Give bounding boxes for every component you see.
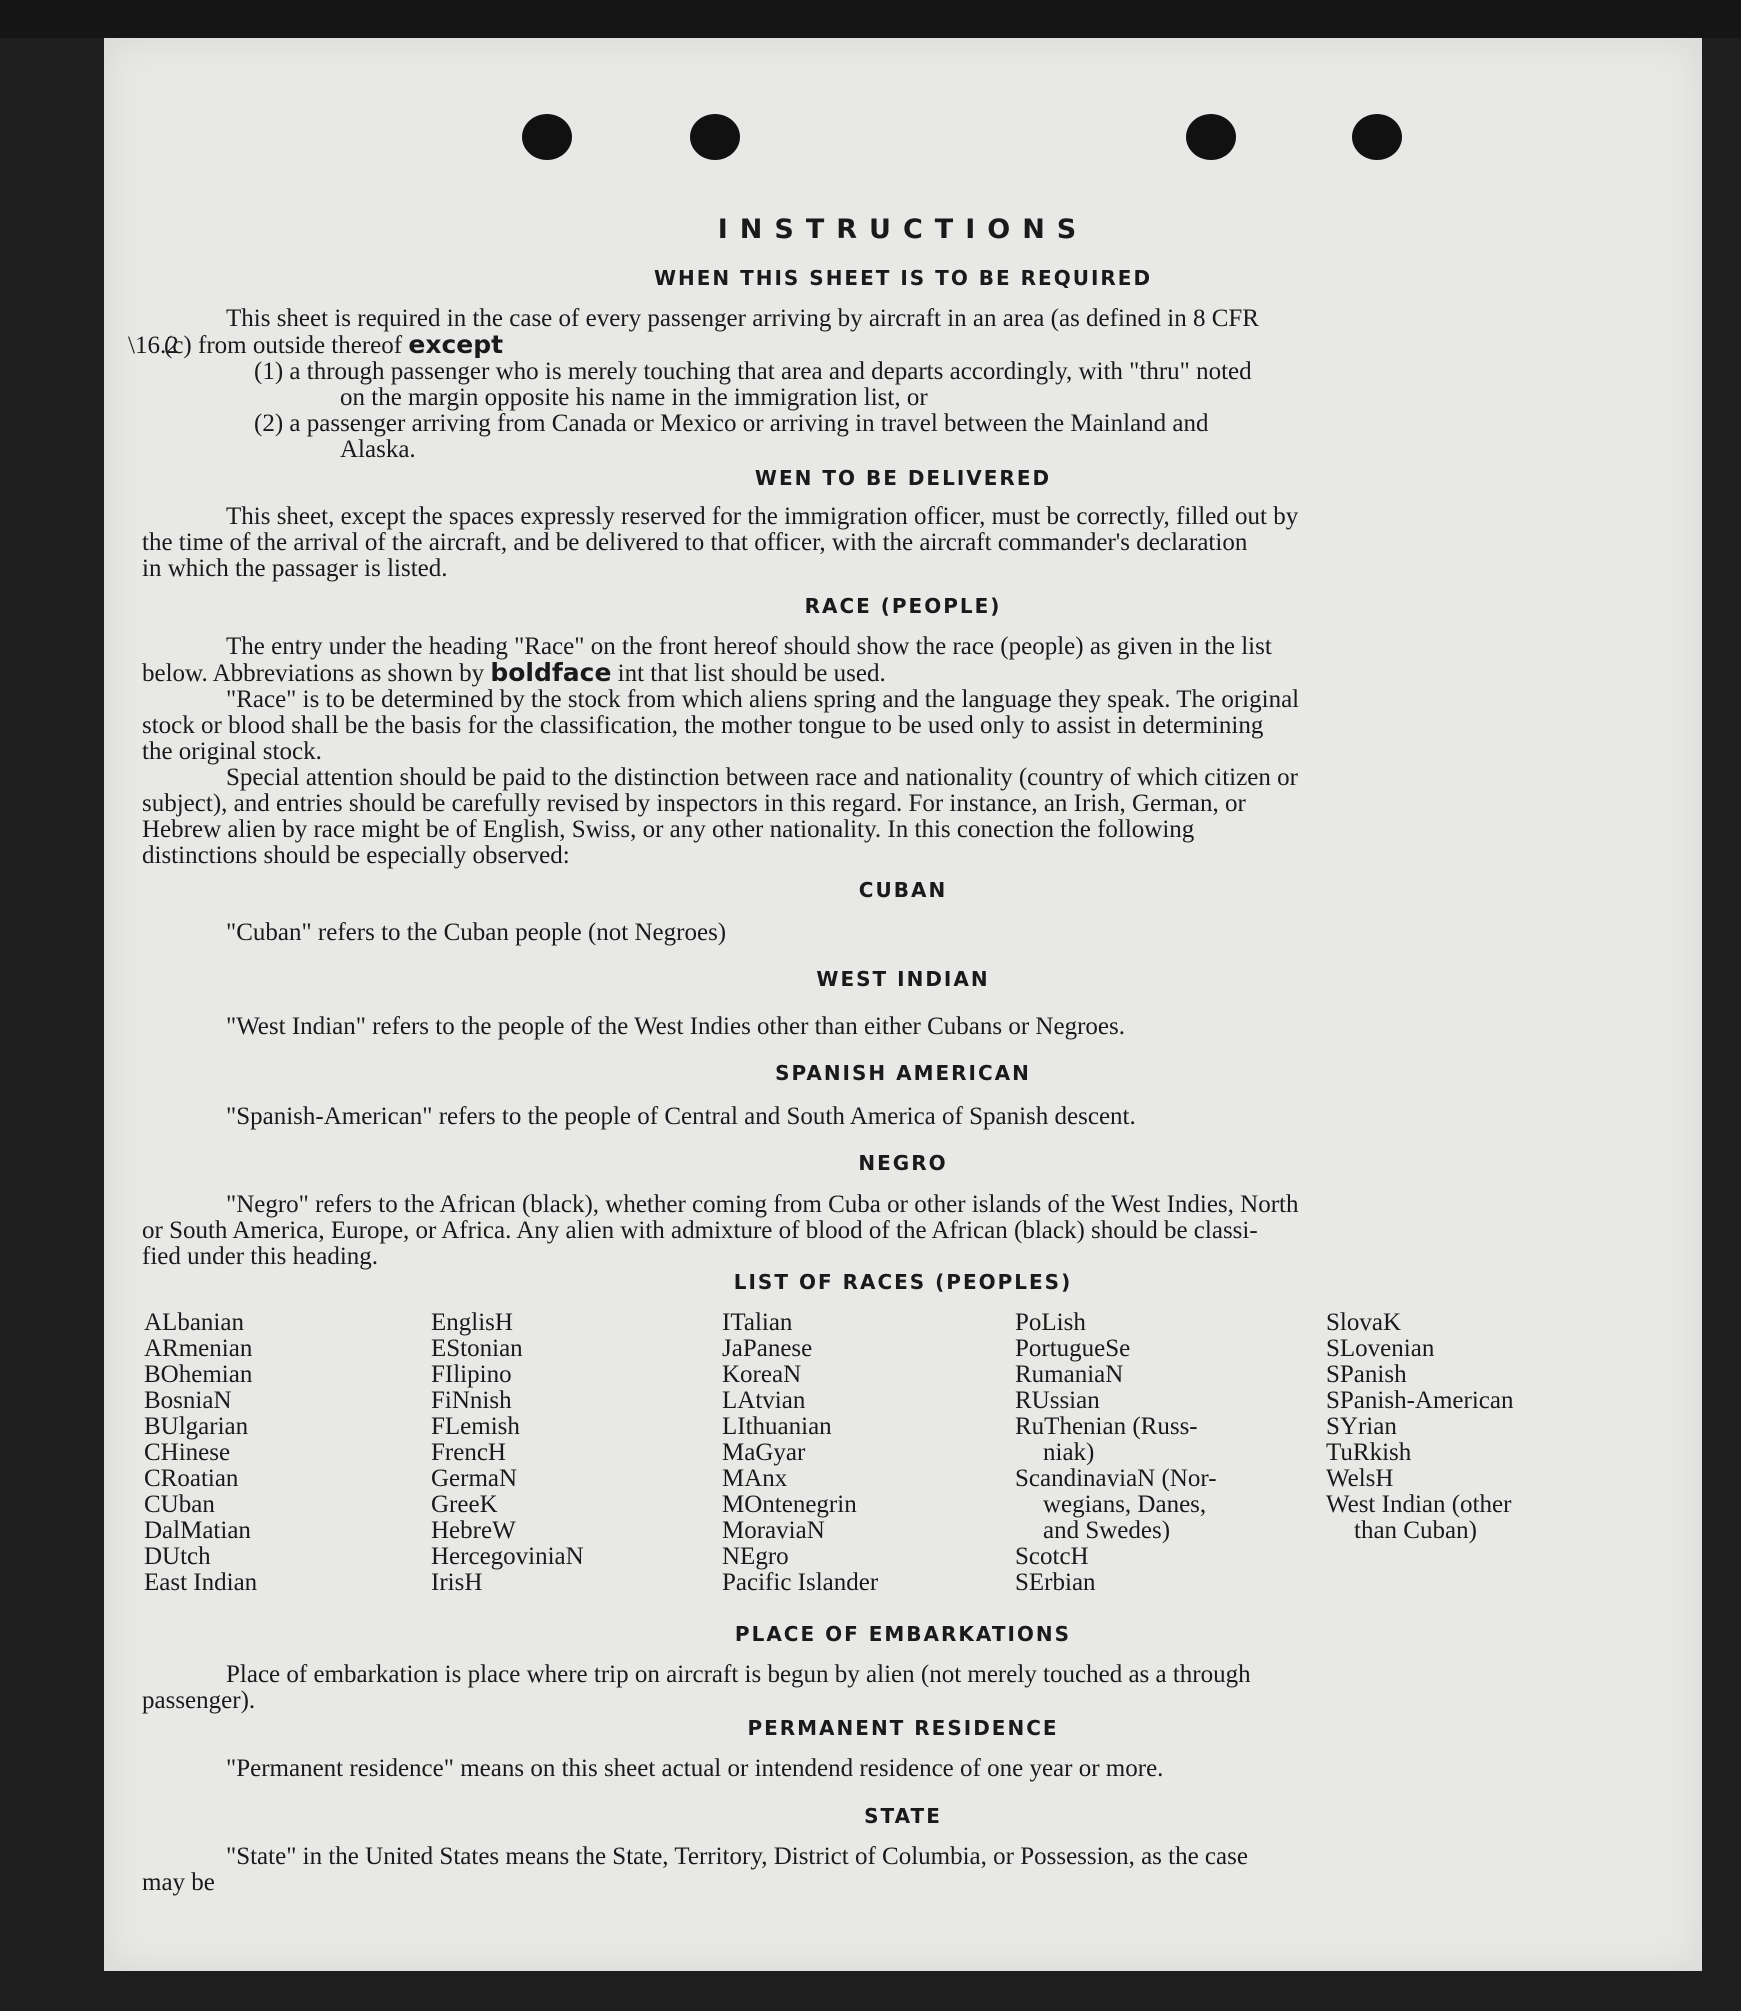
- race-text: [142, 634, 1574, 869]
- race-column-1: [144, 1310, 257, 1596]
- race-entry: BOhemian: [144, 1361, 253, 1388]
- heading-when-required: WHEN THIS SHEET IS TO BE REQUIRED: [653, 266, 1153, 290]
- race-entry: EStonian: [431, 1335, 523, 1362]
- race-entry: SYrian: [1326, 1413, 1397, 1440]
- race-column-3: [722, 1310, 878, 1596]
- race-entry: RumaniaN: [1015, 1361, 1124, 1388]
- race-entry: ITalian: [722, 1309, 793, 1336]
- race-entry: West Indian (other: [1326, 1491, 1512, 1518]
- text-fragment: below. Abbreviations as shown by: [142, 660, 485, 687]
- heading-spanish-american: SPANISH AMERICAN: [775, 1061, 1031, 1085]
- text-line: [142, 660, 1574, 687]
- race-entry: HercegoviniaN: [431, 1543, 584, 1570]
- race-entry: ScandinaviaN (Nor-: [1015, 1465, 1217, 1492]
- heading-cuban: CUBAN: [858, 878, 948, 902]
- race-entry: NEgro: [722, 1543, 789, 1570]
- heading-list-of-races: LIST OF RACES (PEOPLES): [733, 1270, 1073, 1294]
- margin-mark: \16.2: [128, 332, 179, 359]
- race-entry-cont: niak): [1043, 1439, 1095, 1466]
- race-entry: CRoatian: [144, 1465, 239, 1492]
- race-entry: GreeK: [431, 1491, 498, 1518]
- heading-negro: NEGRO: [858, 1151, 948, 1175]
- race-entry: ScotcH: [1015, 1543, 1089, 1570]
- race-entry: CUban: [144, 1491, 215, 1518]
- text-line: "Race" is to be determined by the stock from which aliens spring and the language they speak. The original: [226, 686, 1300, 713]
- race-entry: KoreaN: [722, 1361, 802, 1388]
- race-entry: WelsH: [1326, 1465, 1394, 1492]
- text-line: the original stock.: [142, 738, 322, 765]
- race-entry: JaPanese: [722, 1335, 813, 1362]
- text-line: Special attention should be paid to the distinction between race and nationality (country of which citizen or: [226, 764, 1298, 791]
- heading-residence: PERMANENT RESIDENCE: [747, 1716, 1059, 1740]
- west-indian-text: [142, 1014, 1574, 1040]
- punch-hole-4: [1352, 114, 1402, 160]
- race-column-2: [431, 1310, 584, 1596]
- race-entry: SErbian: [1015, 1569, 1096, 1596]
- text-line: "Permanent residence" means on this sheet actual or intendend residence of one year or more.: [226, 1755, 1164, 1782]
- text-line: This sheet, except the spaces expressly reserved for the immigration officer, must be correctly, filled out by: [226, 503, 1299, 530]
- when-required-text: [142, 306, 1574, 463]
- heading-state: STATE: [864, 1804, 942, 1828]
- race-entry: SlovaK: [1326, 1309, 1401, 1336]
- embarkation-text: [142, 1662, 1574, 1714]
- list-item-2: (2) a passenger arriving from Canada or Mexico or arriving in travel between the Mainland and: [254, 410, 1209, 437]
- punch-hole-3: [1186, 114, 1236, 160]
- text-line: "Cuban" refers to the Cuban people (not Negroes): [226, 919, 727, 946]
- text-line: Hebrew alien by race might be of English, Swiss, or any other nationality. In this conection the following: [142, 816, 1195, 843]
- delivered-text: [142, 504, 1574, 582]
- race-entry-cont: wegians, Danes,: [1043, 1491, 1207, 1518]
- text-line: or South America, Europe, or Africa. Any alien with admixture of blood of the African (black) should be classi-: [142, 1217, 1258, 1244]
- heading-race: RACE (PEOPLE): [804, 594, 1002, 618]
- text-fragment: int that list should be used.: [617, 660, 886, 687]
- text-line: This sheet is required in the case of every passenger arriving by aircraft in an area (as defined in 8 CFR: [226, 305, 1259, 332]
- race-entry-cont: than Cuban): [1354, 1517, 1477, 1544]
- spanish-american-text: [142, 1104, 1574, 1130]
- race-entry: East Indian: [144, 1569, 258, 1596]
- race-entry: LAtvian: [722, 1387, 806, 1414]
- text-line: may be: [142, 1869, 215, 1896]
- race-entry: BUlgarian: [144, 1413, 249, 1440]
- text-line: "West Indian" refers to the people of the West Indies other than either Cubans or Negroes.: [226, 1013, 1125, 1040]
- race-entry: FiNnish: [431, 1387, 512, 1414]
- text-line: subject), and entries should be carefully revised by inspectors in this regard. For instance, an Irish, German, or: [142, 790, 1246, 817]
- text-line: "Spanish-American" refers to the people of Central and South America of Spanish descent.: [226, 1103, 1136, 1130]
- race-entry: MaGyar: [722, 1439, 806, 1466]
- state-text: [142, 1844, 1574, 1896]
- list-item-1: (1) a through passenger who is merely touching that area and departs accordingly, with "thru" noted: [254, 358, 1252, 385]
- race-entry: FLemish: [431, 1413, 520, 1440]
- race-entry: IrisH: [431, 1569, 483, 1596]
- text-line: in which the passager is listed.: [142, 555, 448, 582]
- text-line: the time of the arrival of the aircraft, and be delivered to that officer, with the aircraft commander's declaration: [142, 529, 1248, 556]
- bold-boldface: boldface: [490, 658, 612, 687]
- race-entry: GermaN: [431, 1465, 518, 1492]
- punch-hole-1: [522, 114, 572, 160]
- race-entry: HebreW: [431, 1517, 516, 1544]
- race-entry: TuRkish: [1326, 1439, 1412, 1466]
- race-entry: RuThenian (Russ-: [1015, 1413, 1198, 1440]
- race-column-4: [1015, 1310, 1217, 1596]
- race-entry: PoLish: [1015, 1309, 1086, 1336]
- heading-west-indian: WEST INDIAN: [816, 967, 990, 991]
- bold-except: except: [408, 330, 504, 359]
- race-entry: ARmenian: [144, 1335, 253, 1362]
- race-column-5: [1326, 1310, 1513, 1544]
- race-entry-cont: and Swedes): [1043, 1517, 1171, 1544]
- list-item-2-cont: Alaska.: [340, 436, 416, 463]
- race-entry: FrencH: [431, 1439, 506, 1466]
- race-entry: MOntenegrin: [722, 1491, 857, 1518]
- race-entry: SPanish-American: [1326, 1387, 1514, 1414]
- race-entry: LIthuanian: [722, 1413, 832, 1440]
- race-entry: MAnx: [722, 1465, 788, 1492]
- heading-delivered: WEN TO BE DELIVERED: [754, 466, 1052, 490]
- scan-border: [0, 0, 1741, 38]
- race-entry: Pacific Islander: [722, 1569, 879, 1596]
- list-item-1-cont: on the margin opposite his name in the immigration list, or: [340, 384, 928, 411]
- race-entry: DalMatian: [144, 1517, 251, 1544]
- text-line: "Negro" refers to the African (black), whether coming from Cuba or other islands of the West Indies, North: [226, 1191, 1299, 1218]
- race-entry: ALbanian: [144, 1309, 244, 1336]
- text-line: "State" in the United States means the State, Territory, District of Columbia, or Possession, as the case: [226, 1843, 1248, 1870]
- race-entry: EnglisH: [431, 1309, 513, 1336]
- race-entry: SPanish: [1326, 1361, 1407, 1388]
- page-title: INSTRUCTIONS: [717, 214, 1089, 245]
- text-line: Place of embarkation is place where trip on aircraft is begun by alien (not merely touched as a through: [226, 1661, 1251, 1688]
- text-line: fied under this heading.: [142, 1243, 379, 1270]
- document-sheet: [104, 38, 1702, 1971]
- text-fragment: (c) from outside thereof: [164, 332, 403, 359]
- race-entry: DUtch: [144, 1543, 211, 1570]
- race-entry: BosniaN: [144, 1387, 232, 1414]
- cuban-text: [142, 920, 1574, 946]
- text-line: distinctions should be especially observed:: [142, 842, 570, 869]
- text-line: The entry under the heading "Race" on the front hereof should show the race (people) as given in the list: [226, 633, 1272, 660]
- text-line: stock or blood shall be the basis for the classification, the mother tongue to be used only to assist in determining: [142, 712, 1264, 739]
- heading-embarkation: PLACE OF EMBARKATIONS: [734, 1622, 1072, 1646]
- race-entry: FIlipino: [431, 1361, 512, 1388]
- text-line: [142, 332, 1574, 359]
- race-entry: SLovenian: [1326, 1335, 1435, 1362]
- race-entry: RUssian: [1015, 1387, 1100, 1414]
- race-entry: CHinese: [144, 1439, 231, 1466]
- race-entry: MoraviaN: [722, 1517, 825, 1544]
- text-line: passenger).: [142, 1687, 256, 1714]
- negro-text: [142, 1192, 1574, 1270]
- residence-text: [142, 1756, 1574, 1782]
- punch-hole-2: [690, 114, 740, 160]
- race-entry: PortugueSe: [1015, 1335, 1131, 1362]
